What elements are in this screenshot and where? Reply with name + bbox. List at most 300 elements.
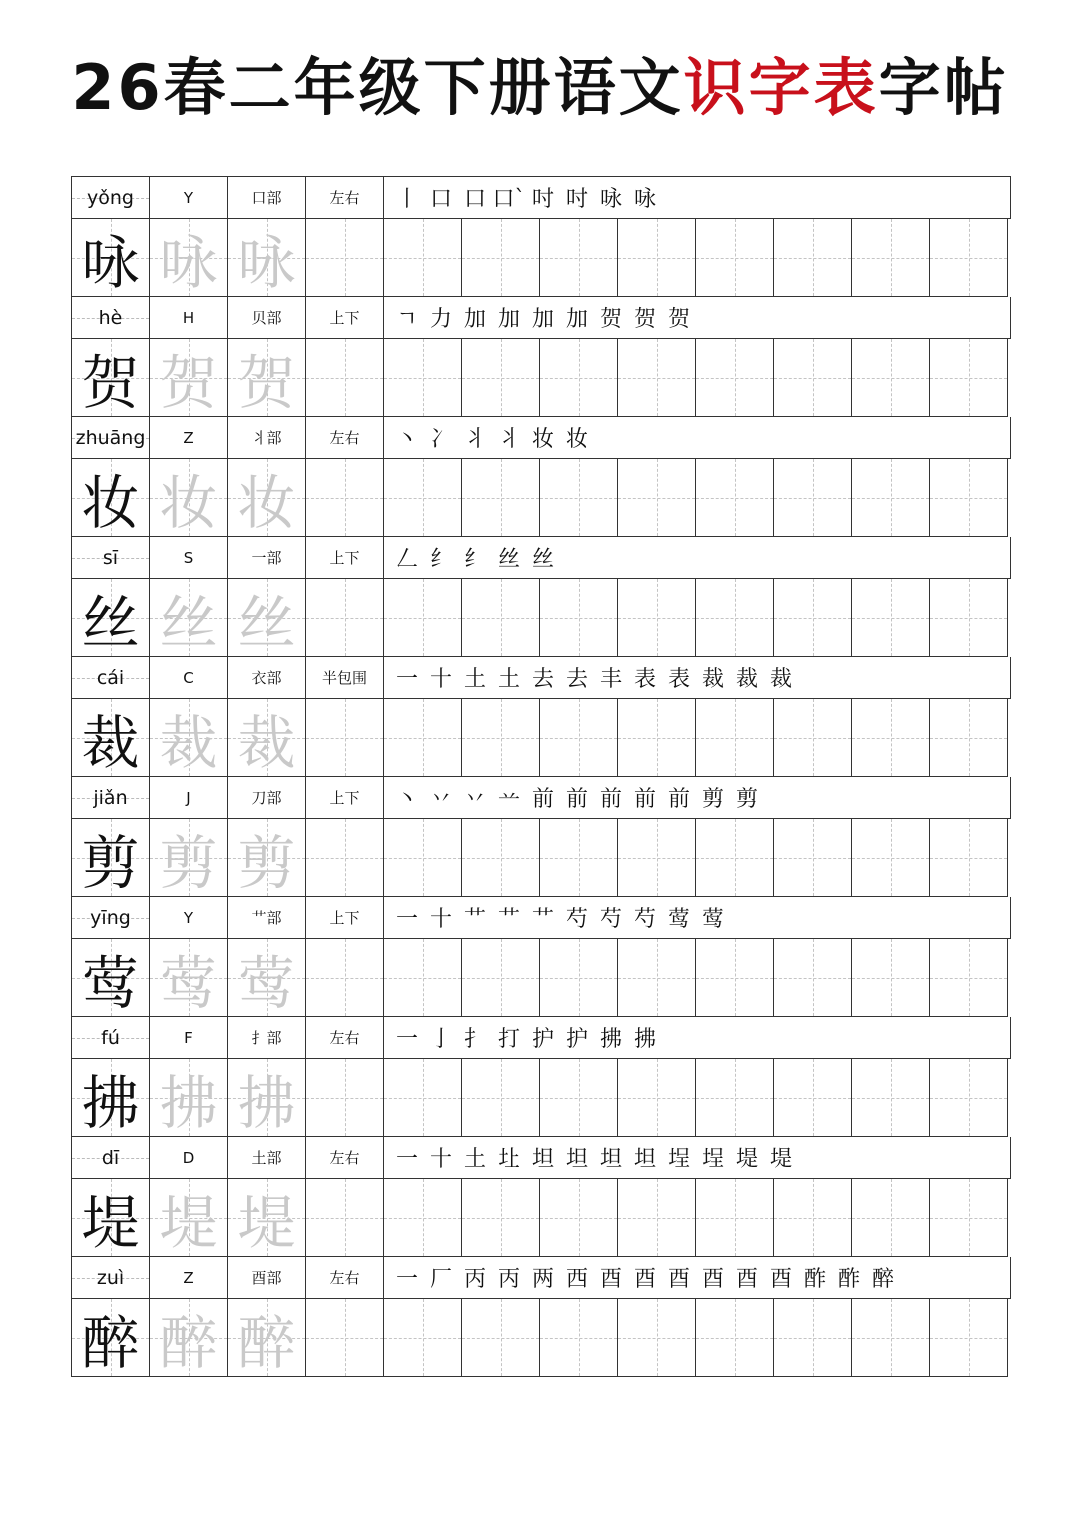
trace-character: 贺 <box>237 348 296 417</box>
tianzige-cell[interactable] <box>306 939 384 1017</box>
tianzige-cell[interactable] <box>618 339 696 417</box>
tianzige-cell[interactable] <box>306 219 384 297</box>
trace-character: 拂 <box>159 1068 218 1137</box>
tianzige-cell[interactable] <box>306 1299 384 1377</box>
tianzige-cell[interactable] <box>774 819 852 897</box>
tianzige-cell[interactable] <box>852 579 930 657</box>
stroke-step: 吋 <box>565 187 588 212</box>
trace-character: 裁 <box>237 708 296 777</box>
stroke-step: 一 <box>395 667 418 692</box>
trace-character: 贺 <box>159 348 218 417</box>
stroke-step: 贺 <box>667 307 690 332</box>
pinyin-cell <box>72 897 150 939</box>
tianzige-cell <box>72 579 150 657</box>
stroke-order <box>384 1137 1011 1179</box>
stroke-step: 妆 <box>531 427 554 452</box>
stroke-order <box>384 417 1011 459</box>
stroke-order <box>384 1017 1011 1059</box>
initial-cell <box>150 417 228 459</box>
page-title <box>0 38 1080 127</box>
tianzige-cell[interactable] <box>930 939 1008 1017</box>
tianzige-cell[interactable] <box>852 939 930 1017</box>
writing-grid-row <box>72 219 1011 297</box>
tianzige-cell[interactable] <box>696 699 774 777</box>
model-character: 堤 <box>81 1188 140 1257</box>
tianzige-cell <box>150 699 228 777</box>
tianzige-cell[interactable] <box>852 219 930 297</box>
structure-cell <box>306 297 384 339</box>
stroke-step: 堤 <box>769 1147 792 1172</box>
pinyin-cell <box>72 297 150 339</box>
stroke-step: 丰 <box>599 667 622 692</box>
writing-grid-row <box>72 819 1011 897</box>
tianzige-cell[interactable] <box>618 459 696 537</box>
stroke-step: 酉 <box>667 1267 690 1292</box>
tianzige-cell[interactable] <box>696 1059 774 1137</box>
stroke-step: 艹 <box>463 907 486 932</box>
stroke-step: 剪 <box>701 787 724 812</box>
tianzige-cell <box>72 1179 150 1257</box>
pinyin-cell <box>72 537 150 579</box>
tianzige-cell[interactable] <box>462 1059 540 1137</box>
pinyin-cell <box>72 1257 150 1299</box>
stroke-step: 莺 <box>667 907 690 932</box>
stroke-step: 土 <box>463 1147 486 1172</box>
structure-cell-text: 左右 <box>329 1149 360 1167</box>
trace-character: 妆 <box>237 468 296 537</box>
tianzige-cell[interactable] <box>540 219 618 297</box>
tianzige-cell[interactable] <box>852 699 930 777</box>
stroke-step: 醉 <box>871 1267 894 1292</box>
tianzige-cell[interactable] <box>774 219 852 297</box>
pinyin-cell-text: zuì <box>96 1266 125 1289</box>
stroke-step: 加 <box>531 307 554 332</box>
stroke-step: 土 <box>463 667 486 692</box>
tianzige-cell[interactable] <box>852 459 930 537</box>
tianzige-cell[interactable] <box>696 459 774 537</box>
tianzige-cell[interactable] <box>384 699 462 777</box>
structure-cell <box>306 177 384 219</box>
initial-cell <box>150 777 228 819</box>
stroke-step: 芍 <box>565 907 588 932</box>
info-row <box>72 1017 1011 1059</box>
stroke-step: 扌 <box>463 1027 486 1052</box>
initial-cell <box>150 297 228 339</box>
stroke-step: 加 <box>497 307 520 332</box>
title-prefix: 26春二年级下册语文 <box>71 51 684 124</box>
tianzige-cell[interactable] <box>696 219 774 297</box>
stroke-step: 莺 <box>701 907 724 932</box>
stroke-step: 贺 <box>599 307 622 332</box>
tianzige-cell[interactable] <box>462 579 540 657</box>
tianzige-cell <box>72 819 150 897</box>
trace-character: 丝 <box>159 588 218 657</box>
tianzige-cell[interactable] <box>930 1299 1008 1377</box>
stroke-step: 拂 <box>633 1027 656 1052</box>
tianzige-cell[interactable] <box>618 1299 696 1377</box>
tianzige-cell[interactable] <box>462 339 540 417</box>
tianzige-cell[interactable] <box>306 1059 384 1137</box>
pinyin-cell-text: hè <box>98 306 123 329</box>
tianzige-cell[interactable] <box>852 1179 930 1257</box>
tianzige-cell[interactable] <box>306 819 384 897</box>
stroke-order <box>384 657 1011 699</box>
tianzige-cell[interactable] <box>384 819 462 897</box>
radical-cell <box>228 297 306 339</box>
tianzige-cell[interactable] <box>540 1059 618 1137</box>
structure-cell-text: 上下 <box>329 309 360 327</box>
stroke-step: 厂 <box>429 1267 452 1292</box>
pinyin-cell-text: sī <box>102 546 119 569</box>
stroke-step: 一 <box>395 1027 418 1052</box>
stroke-order <box>384 897 1011 939</box>
tianzige-cell[interactable] <box>696 1299 774 1377</box>
stroke-step: 埕 <box>667 1147 690 1172</box>
tianzige-cell <box>150 1179 228 1257</box>
initial-cell-text: Y <box>183 908 194 927</box>
tianzige-cell[interactable] <box>540 579 618 657</box>
tianzige-cell <box>228 219 306 297</box>
stroke-step: 丝 <box>531 547 554 572</box>
initial-cell-text: Y <box>183 188 194 207</box>
tianzige-cell[interactable] <box>306 339 384 417</box>
info-row <box>72 657 1011 699</box>
tianzige-cell[interactable] <box>540 1299 618 1377</box>
pinyin-cell <box>72 177 150 219</box>
stroke-order <box>384 1257 1011 1299</box>
stroke-step: 酉 <box>599 1267 622 1292</box>
writing-grid-row <box>72 939 1011 1017</box>
info-row <box>72 297 1011 339</box>
tianzige-cell[interactable] <box>930 459 1008 537</box>
stroke-step: 加 <box>463 307 486 332</box>
radical-cell-text: 贝部 <box>251 309 282 327</box>
trace-character: 咏 <box>159 228 218 297</box>
tianzige-cell[interactable] <box>306 579 384 657</box>
stroke-step: 剪 <box>735 787 758 812</box>
tianzige-cell[interactable] <box>462 819 540 897</box>
stroke-step: 丙 <box>497 1267 520 1292</box>
structure-cell-text: 上下 <box>329 549 360 567</box>
pinyin-cell <box>72 1137 150 1179</box>
tianzige-cell[interactable] <box>384 339 462 417</box>
initial-cell-text: Z <box>183 1268 194 1287</box>
stroke-step: ㄱ <box>396 307 418 332</box>
tianzige-cell[interactable] <box>774 1179 852 1257</box>
stroke-step: 芍 <box>599 907 622 932</box>
tianzige-cell[interactable] <box>618 1059 696 1137</box>
stroke-step: 丷 <box>429 787 452 812</box>
stroke-step: 酉 <box>701 1267 724 1292</box>
stroke-step: 加 <box>565 307 588 332</box>
writing-grid-row <box>72 699 1011 777</box>
info-row <box>72 897 1011 939</box>
initial-cell-text: Z <box>183 428 194 447</box>
stroke-step: 坦 <box>633 1147 656 1172</box>
tianzige-cell[interactable] <box>618 219 696 297</box>
stroke-step: 艹 <box>531 907 554 932</box>
radical-cell <box>228 417 306 459</box>
tianzige-cell[interactable] <box>384 459 462 537</box>
tianzige-cell <box>228 1299 306 1377</box>
tianzige-cell[interactable] <box>618 1179 696 1257</box>
tianzige-cell <box>72 339 150 417</box>
tianzige-cell[interactable] <box>696 579 774 657</box>
stroke-step: 𠃋 <box>395 547 418 572</box>
tianzige-cell[interactable] <box>774 459 852 537</box>
tianzige-cell <box>72 1299 150 1377</box>
tianzige-cell[interactable] <box>540 819 618 897</box>
stroke-step: 埕 <box>701 1147 724 1172</box>
structure-cell <box>306 417 384 459</box>
pinyin-cell <box>72 417 150 459</box>
radical-cell-text: 一部 <box>251 549 282 567</box>
tianzige-cell[interactable] <box>384 219 462 297</box>
writing-grid-row <box>72 339 1011 417</box>
title-accent: 识字表 <box>683 51 879 124</box>
radical-cell <box>228 1137 306 1179</box>
stroke-order <box>384 537 1011 579</box>
tianzige-cell[interactable] <box>384 1299 462 1377</box>
tianzige-cell[interactable] <box>306 699 384 777</box>
model-character: 咏 <box>81 228 140 297</box>
writing-grid-row <box>72 459 1011 537</box>
trace-character: 堤 <box>237 1188 296 1257</box>
structure-cell-text: 左右 <box>329 189 360 207</box>
tianzige-cell[interactable] <box>462 459 540 537</box>
tianzige-cell[interactable] <box>852 1299 930 1377</box>
stroke-step: 前 <box>633 787 656 812</box>
radical-cell <box>228 897 306 939</box>
radical-cell <box>228 657 306 699</box>
tianzige-cell[interactable] <box>618 819 696 897</box>
tianzige-cell <box>72 219 150 297</box>
tianzige-cell[interactable] <box>540 1179 618 1257</box>
tianzige-cell[interactable] <box>852 819 930 897</box>
tianzige-cell[interactable] <box>774 339 852 417</box>
stroke-step: 力 <box>429 307 452 332</box>
tianzige-cell <box>150 819 228 897</box>
tianzige-cell[interactable] <box>774 1299 852 1377</box>
stroke-step: 妆 <box>565 427 588 452</box>
tianzige-cell[interactable] <box>930 579 1008 657</box>
tianzige-cell[interactable] <box>540 339 618 417</box>
structure-cell-text: 左右 <box>329 1029 360 1047</box>
structure-cell <box>306 657 384 699</box>
radical-cell-text: 口部 <box>251 189 282 207</box>
stroke-step: 咏 <box>633 187 656 212</box>
stroke-step: 酉 <box>735 1267 758 1292</box>
structure-cell-text: 上下 <box>329 789 360 807</box>
model-character: 裁 <box>81 708 140 777</box>
pinyin-cell-text: cái <box>96 666 125 689</box>
pinyin-cell-text: yīng <box>90 906 131 929</box>
initial-cell-text: C <box>183 668 194 687</box>
model-character: 醉 <box>81 1308 140 1377</box>
model-character: 妆 <box>81 468 140 537</box>
stroke-step: 酉 <box>633 1267 656 1292</box>
stroke-step: 裁 <box>701 667 724 692</box>
tianzige-cell[interactable] <box>384 579 462 657</box>
model-character: 丝 <box>81 588 140 657</box>
initial-cell-text: F <box>184 1028 193 1047</box>
tianzige-cell <box>228 579 306 657</box>
structure-cell <box>306 777 384 819</box>
stroke-step: 土 <box>497 667 520 692</box>
tianzige-cell <box>150 579 228 657</box>
stroke-step: 酉 <box>769 1267 792 1292</box>
tianzige-cell <box>150 939 228 1017</box>
structure-cell-text: 左右 <box>329 429 360 447</box>
model-character: 剪 <box>81 828 140 897</box>
tianzige-cell[interactable] <box>774 579 852 657</box>
tianzige-cell[interactable] <box>618 939 696 1017</box>
structure-cell <box>306 897 384 939</box>
stroke-step: 贺 <box>633 307 656 332</box>
stroke-step: 护 <box>531 1027 554 1052</box>
stroke-step: 两 <box>531 1267 554 1292</box>
trace-character: 剪 <box>237 828 296 897</box>
stroke-step: 吋 <box>531 187 554 212</box>
tianzige-cell <box>228 339 306 417</box>
initial-cell <box>150 177 228 219</box>
tianzige-cell <box>228 699 306 777</box>
stroke-step: 丨 <box>395 187 418 212</box>
stroke-step: 裁 <box>769 667 792 692</box>
info-row <box>72 1257 1011 1299</box>
tianzige-cell[interactable] <box>930 339 1008 417</box>
tianzige-cell[interactable] <box>462 219 540 297</box>
stroke-step: 十 <box>429 667 452 692</box>
tianzige-cell <box>72 939 150 1017</box>
initial-cell <box>150 537 228 579</box>
tianzige-cell[interactable] <box>696 939 774 1017</box>
stroke-step: 纟 <box>463 547 486 572</box>
initial-cell <box>150 1137 228 1179</box>
tianzige-cell[interactable] <box>384 939 462 1017</box>
radical-cell-text: 丬部 <box>251 429 282 447</box>
stroke-step: 纟 <box>429 547 452 572</box>
trace-character: 剪 <box>159 828 218 897</box>
title-suffix: 字帖 <box>878 51 1009 124</box>
stroke-step: 表 <box>667 667 690 692</box>
stroke-step: 护 <box>565 1027 588 1052</box>
tianzige-cell[interactable] <box>540 699 618 777</box>
structure-cell-text: 上下 <box>329 909 360 927</box>
structure-cell-text: 左右 <box>329 1269 360 1287</box>
tianzige-cell[interactable] <box>384 1059 462 1137</box>
tianzige-cell[interactable] <box>462 1299 540 1377</box>
stroke-step: 坦 <box>565 1147 588 1172</box>
tianzige-cell[interactable] <box>852 1059 930 1137</box>
tianzige-cell[interactable] <box>618 699 696 777</box>
initial-cell <box>150 897 228 939</box>
tianzige-cell[interactable] <box>774 699 852 777</box>
stroke-step: 西 <box>565 1267 588 1292</box>
trace-character: 咏 <box>237 228 296 297</box>
stroke-step: 一 <box>395 907 418 932</box>
stroke-step: 去 <box>531 667 554 692</box>
stroke-step: 䒑 <box>497 787 520 812</box>
stroke-step: 前 <box>599 787 622 812</box>
tianzige-cell[interactable] <box>306 459 384 537</box>
tianzige-cell[interactable] <box>930 219 1008 297</box>
radical-cell <box>228 1257 306 1299</box>
writing-grid-row <box>72 1059 1011 1137</box>
stroke-order <box>384 297 1011 339</box>
tianzige-cell <box>150 339 228 417</box>
stroke-step: 前 <box>667 787 690 812</box>
tianzige-cell <box>150 1299 228 1377</box>
stroke-step: 拂 <box>599 1027 622 1052</box>
radical-cell-text: 扌部 <box>251 1029 282 1047</box>
tianzige-cell[interactable] <box>696 1179 774 1257</box>
tianzige-cell[interactable] <box>696 819 774 897</box>
practice-sheet <box>71 176 1011 1377</box>
tianzige-cell[interactable] <box>696 339 774 417</box>
tianzige-cell[interactable] <box>462 1179 540 1257</box>
radical-cell <box>228 1017 306 1059</box>
radical-cell-text: 艹部 <box>251 909 282 927</box>
writing-grid-row <box>72 1179 1011 1257</box>
tianzige-cell[interactable] <box>930 1059 1008 1137</box>
initial-cell-text: H <box>182 308 195 327</box>
radical-cell-text: 刀部 <box>251 789 282 807</box>
tianzige-cell <box>150 1059 228 1137</box>
stroke-step: 酢 <box>837 1267 860 1292</box>
stroke-step: 丝 <box>497 547 520 572</box>
tianzige-cell[interactable] <box>462 699 540 777</box>
tianzige-cell[interactable] <box>774 939 852 1017</box>
tianzige-cell[interactable] <box>540 459 618 537</box>
tianzige-cell[interactable] <box>930 819 1008 897</box>
tianzige-cell[interactable] <box>540 939 618 1017</box>
stroke-step: 表 <box>633 667 656 692</box>
initial-cell-text: S <box>183 548 194 567</box>
tianzige-cell[interactable] <box>462 939 540 1017</box>
structure-cell <box>306 1137 384 1179</box>
stroke-step: 堤 <box>735 1147 758 1172</box>
tianzige-cell <box>150 219 228 297</box>
writing-grid-row <box>72 1299 1011 1377</box>
writing-grid-row <box>72 579 1011 657</box>
radical-cell-text: 土部 <box>251 1149 282 1167</box>
trace-character: 莺 <box>159 948 218 1017</box>
trace-character: 裁 <box>159 708 218 777</box>
tianzige-cell[interactable] <box>930 699 1008 777</box>
stroke-step: 圵 <box>497 1147 520 1172</box>
info-row <box>72 777 1011 819</box>
pinyin-cell <box>72 657 150 699</box>
tianzige-cell[interactable] <box>306 1179 384 1257</box>
info-row <box>72 537 1011 579</box>
tianzige-cell[interactable] <box>618 579 696 657</box>
trace-character: 醉 <box>237 1308 296 1377</box>
stroke-step: 丶 <box>395 427 418 452</box>
stroke-step: 丙 <box>463 1267 486 1292</box>
initial-cell <box>150 1017 228 1059</box>
structure-cell <box>306 1257 384 1299</box>
tianzige-cell[interactable] <box>774 1059 852 1137</box>
pinyin-cell-text: jiǎn <box>93 786 128 809</box>
tianzige-cell[interactable] <box>384 1179 462 1257</box>
tianzige-cell[interactable] <box>930 1179 1008 1257</box>
stroke-step: 亅 <box>429 1027 452 1052</box>
tianzige-cell[interactable] <box>852 339 930 417</box>
stroke-step: 丬 <box>497 427 520 452</box>
trace-character: 拂 <box>237 1068 296 1137</box>
pinyin-cell <box>72 1017 150 1059</box>
